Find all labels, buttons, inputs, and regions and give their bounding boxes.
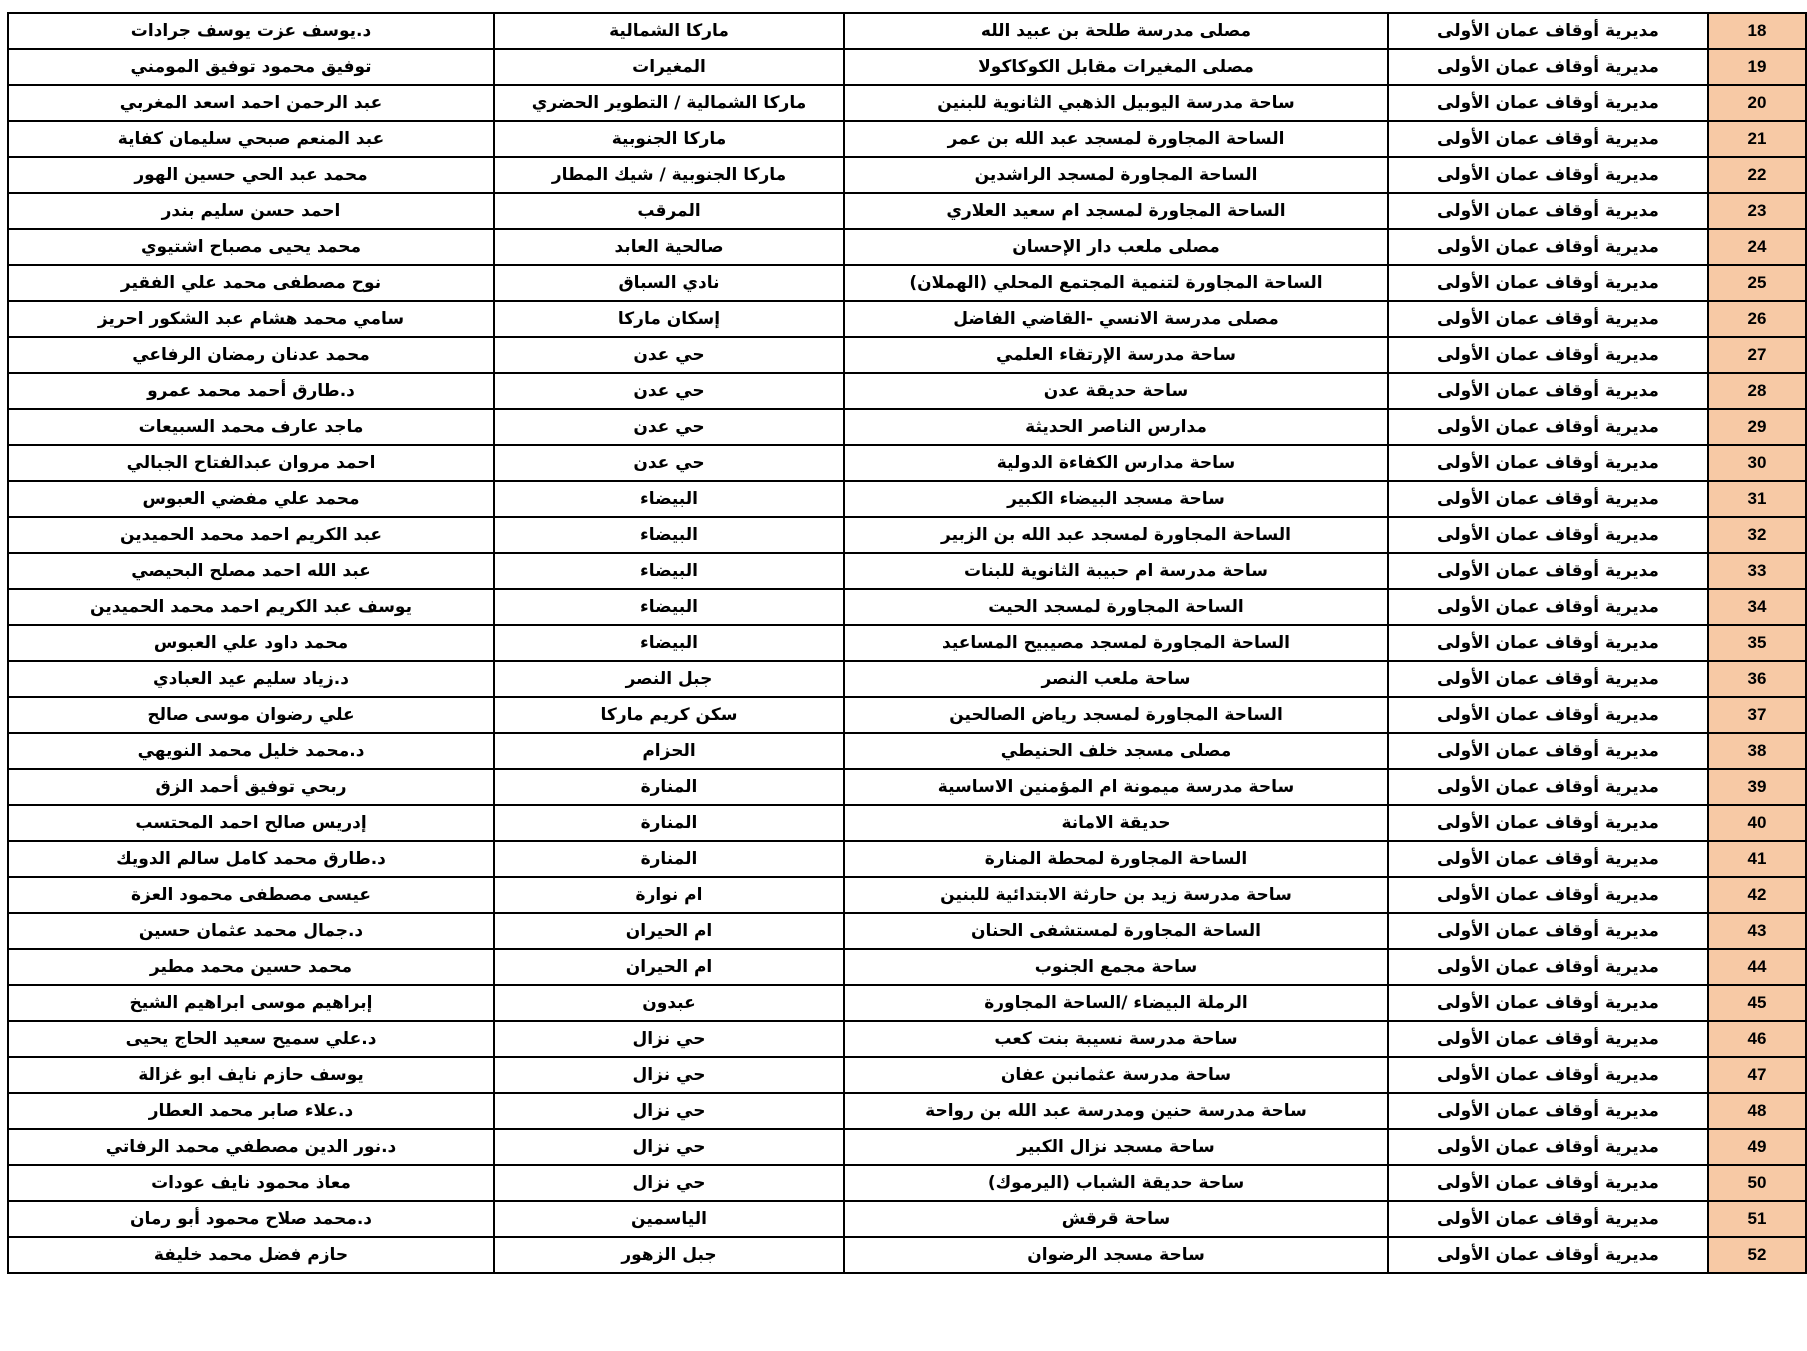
directorate-cell: مديرية أوقاف عمان الأولى (1388, 985, 1708, 1021)
row-number-cell: 52 (1708, 1237, 1806, 1273)
table-row (8, 445, 1806, 481)
prayer-place-cell: ساحة مدرسة نسيبة بنت كعب (844, 1021, 1388, 1057)
imam-name-cell: ماجد عارف محمد السبيعات (8, 409, 494, 445)
area-cell: ماركا الجنوبية (494, 121, 844, 157)
directorate-cell: مديرية أوقاف عمان الأولى (1388, 337, 1708, 373)
row-number-cell: 20 (1708, 85, 1806, 121)
area-cell: حي نزال (494, 1021, 844, 1057)
row-number-cell: 50 (1708, 1165, 1806, 1201)
prayer-place-cell: ساحة مدرسة اليوبيل الذهبي الثانوية للبنين (844, 85, 1388, 121)
prayer-place-cell: ساحة مدرسة ميمونة ام المؤمنين الاساسية (844, 769, 1388, 805)
row-number-cell: 43 (1708, 913, 1806, 949)
spreadsheet-table-container (7, 12, 1767, 1274)
imam-name-cell: عبد الله احمد مصلح البحيصي (8, 553, 494, 589)
area-cell: البيضاء (494, 517, 844, 553)
area-cell: المنارة (494, 769, 844, 805)
prayer-place-cell: ساحة مسجد نزال الكبير (844, 1129, 1388, 1165)
table-row (8, 733, 1806, 769)
area-cell: ماركا الشمالية (494, 13, 844, 49)
directorate-cell: مديرية أوقاف عمان الأولى (1388, 1129, 1708, 1165)
imam-name-cell: محمد علي مفضي العبوس (8, 481, 494, 517)
prayer-place-cell: ساحة مدرسة عثمانبن عفان (844, 1057, 1388, 1093)
row-number-cell: 49 (1708, 1129, 1806, 1165)
directorate-cell: مديرية أوقاف عمان الأولى (1388, 49, 1708, 85)
row-number-cell: 19 (1708, 49, 1806, 85)
area-cell: حي نزال (494, 1093, 844, 1129)
table-row (8, 301, 1806, 337)
imam-name-cell: توفيق محمود توفيق المومني (8, 49, 494, 85)
table-row (8, 49, 1806, 85)
area-cell: حي عدن (494, 337, 844, 373)
imam-name-cell: د.طارق محمد كامل سالم الدويك (8, 841, 494, 877)
directorate-cell: مديرية أوقاف عمان الأولى (1388, 625, 1708, 661)
directorate-cell: مديرية أوقاف عمان الأولى (1388, 517, 1708, 553)
table-row (8, 985, 1806, 1021)
directorate-cell: مديرية أوقاف عمان الأولى (1388, 13, 1708, 49)
imam-name-cell: د.يوسف عزت يوسف جرادات (8, 13, 494, 49)
prayer-place-cell: ساحة قرقش (844, 1201, 1388, 1237)
table-row (8, 805, 1806, 841)
imam-name-cell: د.علاء صابر محمد العطار (8, 1093, 494, 1129)
table-row (8, 625, 1806, 661)
table-row (8, 193, 1806, 229)
directorate-cell: مديرية أوقاف عمان الأولى (1388, 85, 1708, 121)
row-number-cell: 23 (1708, 193, 1806, 229)
area-cell: ماركا الجنوبية / شيك المطار (494, 157, 844, 193)
area-cell: جبل الزهور (494, 1237, 844, 1273)
directorate-cell: مديرية أوقاف عمان الأولى (1388, 661, 1708, 697)
area-cell: حي عدن (494, 409, 844, 445)
prayer-place-cell: ساحة مدرسة الإرتقاء العلمي (844, 337, 1388, 373)
row-number-cell: 36 (1708, 661, 1806, 697)
imam-name-cell: إدريس صالح احمد المحتسب (8, 805, 494, 841)
imam-name-cell: علي رضوان موسى صالح (8, 697, 494, 733)
directorate-cell: مديرية أوقاف عمان الأولى (1388, 769, 1708, 805)
directorate-cell: مديرية أوقاف عمان الأولى (1388, 1201, 1708, 1237)
prayer-place-cell: ساحة مجمع الجنوب (844, 949, 1388, 985)
row-number-cell: 40 (1708, 805, 1806, 841)
prayer-place-cell: الساحة المجاورة لمحطة المنارة (844, 841, 1388, 877)
imam-name-cell: محمد عدنان رمضان الرفاعي (8, 337, 494, 373)
table-row (8, 877, 1806, 913)
table-row (8, 841, 1806, 877)
imam-name-cell: احمد حسن سليم بندر (8, 193, 494, 229)
area-cell: حي عدن (494, 445, 844, 481)
row-number-cell: 35 (1708, 625, 1806, 661)
prayer-place-cell: الساحة المجاورة لمسجد الراشدين (844, 157, 1388, 193)
prayer-place-cell: الساحة المجاورة لمسجد عبد الله بن الزبير (844, 517, 1388, 553)
imam-name-cell: معاذ محمود نايف عودات (8, 1165, 494, 1201)
row-number-cell: 39 (1708, 769, 1806, 805)
row-number-cell: 38 (1708, 733, 1806, 769)
row-number-cell: 25 (1708, 265, 1806, 301)
prayer-place-cell: ساحة مسجد الرضوان (844, 1237, 1388, 1273)
table-row (8, 265, 1806, 301)
area-cell: ام الحيران (494, 949, 844, 985)
row-number-cell: 31 (1708, 481, 1806, 517)
directorate-cell: مديرية أوقاف عمان الأولى (1388, 949, 1708, 985)
row-number-cell: 26 (1708, 301, 1806, 337)
prayer-place-cell: ساحة مدرسة حنين ومدرسة عبد الله بن رواحة (844, 1093, 1388, 1129)
imam-name-cell: يوسف عبد الكريم احمد محمد الحميدين (8, 589, 494, 625)
prayer-locations-table (7, 12, 1807, 1274)
imam-name-cell: عيسى مصطفى محمود العزة (8, 877, 494, 913)
imam-name-cell: محمد يحيى مصباح اشتيوي (8, 229, 494, 265)
area-cell: البيضاء (494, 625, 844, 661)
area-cell: جبل النصر (494, 661, 844, 697)
area-cell: ماركا الشمالية / التطوير الحضري (494, 85, 844, 121)
area-cell: حي نزال (494, 1129, 844, 1165)
prayer-place-cell: الساحة المجاورة لمسجد مصيبيح المساعيد (844, 625, 1388, 661)
table-row (8, 337, 1806, 373)
table-row (8, 553, 1806, 589)
table-row (8, 661, 1806, 697)
prayer-place-cell: ساحة مسجد البيضاء الكبير (844, 481, 1388, 517)
directorate-cell: مديرية أوقاف عمان الأولى (1388, 1021, 1708, 1057)
directorate-cell: مديرية أوقاف عمان الأولى (1388, 1237, 1708, 1273)
directorate-cell: مديرية أوقاف عمان الأولى (1388, 157, 1708, 193)
table-row (8, 85, 1806, 121)
prayer-place-cell: ساحة حديقة الشباب (اليرموك) (844, 1165, 1388, 1201)
area-cell: عبدون (494, 985, 844, 1021)
directorate-cell: مديرية أوقاف عمان الأولى (1388, 697, 1708, 733)
directorate-cell: مديرية أوقاف عمان الأولى (1388, 805, 1708, 841)
directorate-cell: مديرية أوقاف عمان الأولى (1388, 589, 1708, 625)
directorate-cell: مديرية أوقاف عمان الأولى (1388, 121, 1708, 157)
row-number-cell: 42 (1708, 877, 1806, 913)
imam-name-cell: عبد الرحمن احمد اسعد المغربي (8, 85, 494, 121)
prayer-place-cell: ساحة مدرسة ام حبيبة الثانوية للبنات (844, 553, 1388, 589)
table-row (8, 769, 1806, 805)
row-number-cell: 30 (1708, 445, 1806, 481)
area-cell: نادي السباق (494, 265, 844, 301)
prayer-place-cell: مصلى مدرسة طلحة بن عبيد الله (844, 13, 1388, 49)
prayer-place-cell: الساحة المجاورة لمسجد الحيت (844, 589, 1388, 625)
table-row (8, 589, 1806, 625)
imam-name-cell: محمد حسين محمد مطير (8, 949, 494, 985)
area-cell: ام الحيران (494, 913, 844, 949)
imam-name-cell: عبد المنعم صبحي سليمان كفاية (8, 121, 494, 157)
row-number-cell: 21 (1708, 121, 1806, 157)
table-row (8, 1093, 1806, 1129)
directorate-cell: مديرية أوقاف عمان الأولى (1388, 445, 1708, 481)
prayer-place-cell: ساحة ملعب النصر (844, 661, 1388, 697)
prayer-place-cell: ساحة حديقة عدن (844, 373, 1388, 409)
prayer-place-cell: مصلى مدرسة الانسي -القاضي الفاضل (844, 301, 1388, 337)
imam-name-cell: د.جمال محمد عثمان حسين (8, 913, 494, 949)
prayer-place-cell: مدارس الناصر الحديثة (844, 409, 1388, 445)
imam-name-cell: سامي محمد هشام عبد الشكور احريز (8, 301, 494, 337)
row-number-cell: 46 (1708, 1021, 1806, 1057)
imam-name-cell: د.محمد صلاح محمود أبو رمان (8, 1201, 494, 1237)
table-row (8, 1021, 1806, 1057)
table-body (8, 13, 1806, 1273)
directorate-cell: مديرية أوقاف عمان الأولى (1388, 265, 1708, 301)
imam-name-cell: د.نور الدين مصطفي محمد الرفاتي (8, 1129, 494, 1165)
table-row (8, 409, 1806, 445)
table-row (8, 229, 1806, 265)
imam-name-cell: يوسف حازم نايف ابو غزالة (8, 1057, 494, 1093)
row-number-cell: 51 (1708, 1201, 1806, 1237)
row-number-cell: 28 (1708, 373, 1806, 409)
directorate-cell: مديرية أوقاف عمان الأولى (1388, 373, 1708, 409)
area-cell: المنارة (494, 841, 844, 877)
area-cell: حي عدن (494, 373, 844, 409)
directorate-cell: مديرية أوقاف عمان الأولى (1388, 193, 1708, 229)
imam-name-cell: د.علي سميح سعيد الحاج يحيى (8, 1021, 494, 1057)
table-row (8, 1129, 1806, 1165)
table-row (8, 13, 1806, 49)
table-row (8, 1057, 1806, 1093)
directorate-cell: مديرية أوقاف عمان الأولى (1388, 229, 1708, 265)
row-number-cell: 34 (1708, 589, 1806, 625)
imam-name-cell: نوح مصطفى محمد علي الفقير (8, 265, 494, 301)
prayer-place-cell: حديقة الامانة (844, 805, 1388, 841)
area-cell: سكن كريم ماركا (494, 697, 844, 733)
prayer-place-cell: ساحة مدرسة زيد بن حارثة الابتدائية للبنين (844, 877, 1388, 913)
directorate-cell: مديرية أوقاف عمان الأولى (1388, 553, 1708, 589)
directorate-cell: مديرية أوقاف عمان الأولى (1388, 841, 1708, 877)
area-cell: الحزام (494, 733, 844, 769)
prayer-place-cell: مصلى المغيرات مقابل الكوكاكولا (844, 49, 1388, 85)
area-cell: حي نزال (494, 1057, 844, 1093)
table-row (8, 481, 1806, 517)
prayer-place-cell: الساحة المجاورة لمسجد رياض الصالحين (844, 697, 1388, 733)
table-row (8, 913, 1806, 949)
table-row (8, 1237, 1806, 1273)
imam-name-cell: د.محمد خليل محمد النويهي (8, 733, 494, 769)
area-cell: المنارة (494, 805, 844, 841)
imam-name-cell: حازم فضل محمد خليفة (8, 1237, 494, 1273)
table-row (8, 157, 1806, 193)
row-number-cell: 44 (1708, 949, 1806, 985)
imam-name-cell: د.زياد سليم عيد العبادي (8, 661, 494, 697)
row-number-cell: 45 (1708, 985, 1806, 1021)
directorate-cell: مديرية أوقاف عمان الأولى (1388, 913, 1708, 949)
imam-name-cell: إبراهيم موسى ابراهيم الشيخ (8, 985, 494, 1021)
imam-name-cell: ربحي توفيق أحمد الزق (8, 769, 494, 805)
prayer-place-cell: الساحة المجاورة لتنمية المجتمع المحلي (الهملان) (844, 265, 1388, 301)
row-number-cell: 24 (1708, 229, 1806, 265)
area-cell: البيضاء (494, 553, 844, 589)
area-cell: حي نزال (494, 1165, 844, 1201)
row-number-cell: 47 (1708, 1057, 1806, 1093)
table-row (8, 121, 1806, 157)
imam-name-cell: عبد الكريم احمد محمد الحميدين (8, 517, 494, 553)
prayer-place-cell: الساحة المجاورة لمستشفى الحنان (844, 913, 1388, 949)
table-row (8, 1201, 1806, 1237)
row-number-cell: 41 (1708, 841, 1806, 877)
area-cell: الياسمين (494, 1201, 844, 1237)
imam-name-cell: احمد مروان عبدالفتاح الجبالي (8, 445, 494, 481)
prayer-place-cell: مصلى مسجد خلف الحنيطي (844, 733, 1388, 769)
row-number-cell: 37 (1708, 697, 1806, 733)
prayer-place-cell: الساحة المجاورة لمسجد ام سعيد العلاري (844, 193, 1388, 229)
directorate-cell: مديرية أوقاف عمان الأولى (1388, 1057, 1708, 1093)
imam-name-cell: محمد داود علي العبوس (8, 625, 494, 661)
row-number-cell: 48 (1708, 1093, 1806, 1129)
area-cell: البيضاء (494, 589, 844, 625)
table-row (8, 1165, 1806, 1201)
table-row (8, 373, 1806, 409)
prayer-place-cell: ساحة مدارس الكفاءة الدولية (844, 445, 1388, 481)
table-row (8, 697, 1806, 733)
area-cell: صالحية العابد (494, 229, 844, 265)
row-number-cell: 22 (1708, 157, 1806, 193)
directorate-cell: مديرية أوقاف عمان الأولى (1388, 481, 1708, 517)
table-row (8, 517, 1806, 553)
row-number-cell: 33 (1708, 553, 1806, 589)
row-number-cell: 29 (1708, 409, 1806, 445)
prayer-place-cell: الرملة البيضاء /الساحة المجاورة (844, 985, 1388, 1021)
prayer-place-cell: مصلى ملعب دار الإحسان (844, 229, 1388, 265)
area-cell: إسكان ماركا (494, 301, 844, 337)
area-cell: ام نوارة (494, 877, 844, 913)
imam-name-cell: د.طارق أحمد محمد عمرو (8, 373, 494, 409)
row-number-cell: 32 (1708, 517, 1806, 553)
directorate-cell: مديرية أوقاف عمان الأولى (1388, 877, 1708, 913)
prayer-place-cell: الساحة المجاورة لمسجد عبد الله بن عمر (844, 121, 1388, 157)
row-number-cell: 27 (1708, 337, 1806, 373)
directorate-cell: مديرية أوقاف عمان الأولى (1388, 1093, 1708, 1129)
directorate-cell: مديرية أوقاف عمان الأولى (1388, 1165, 1708, 1201)
directorate-cell: مديرية أوقاف عمان الأولى (1388, 733, 1708, 769)
area-cell: البيضاء (494, 481, 844, 517)
row-number-cell: 18 (1708, 13, 1806, 49)
table-row (8, 949, 1806, 985)
directorate-cell: مديرية أوقاف عمان الأولى (1388, 301, 1708, 337)
imam-name-cell: محمد عبد الحي حسين الهور (8, 157, 494, 193)
area-cell: المغيرات (494, 49, 844, 85)
area-cell: المرقب (494, 193, 844, 229)
directorate-cell: مديرية أوقاف عمان الأولى (1388, 409, 1708, 445)
